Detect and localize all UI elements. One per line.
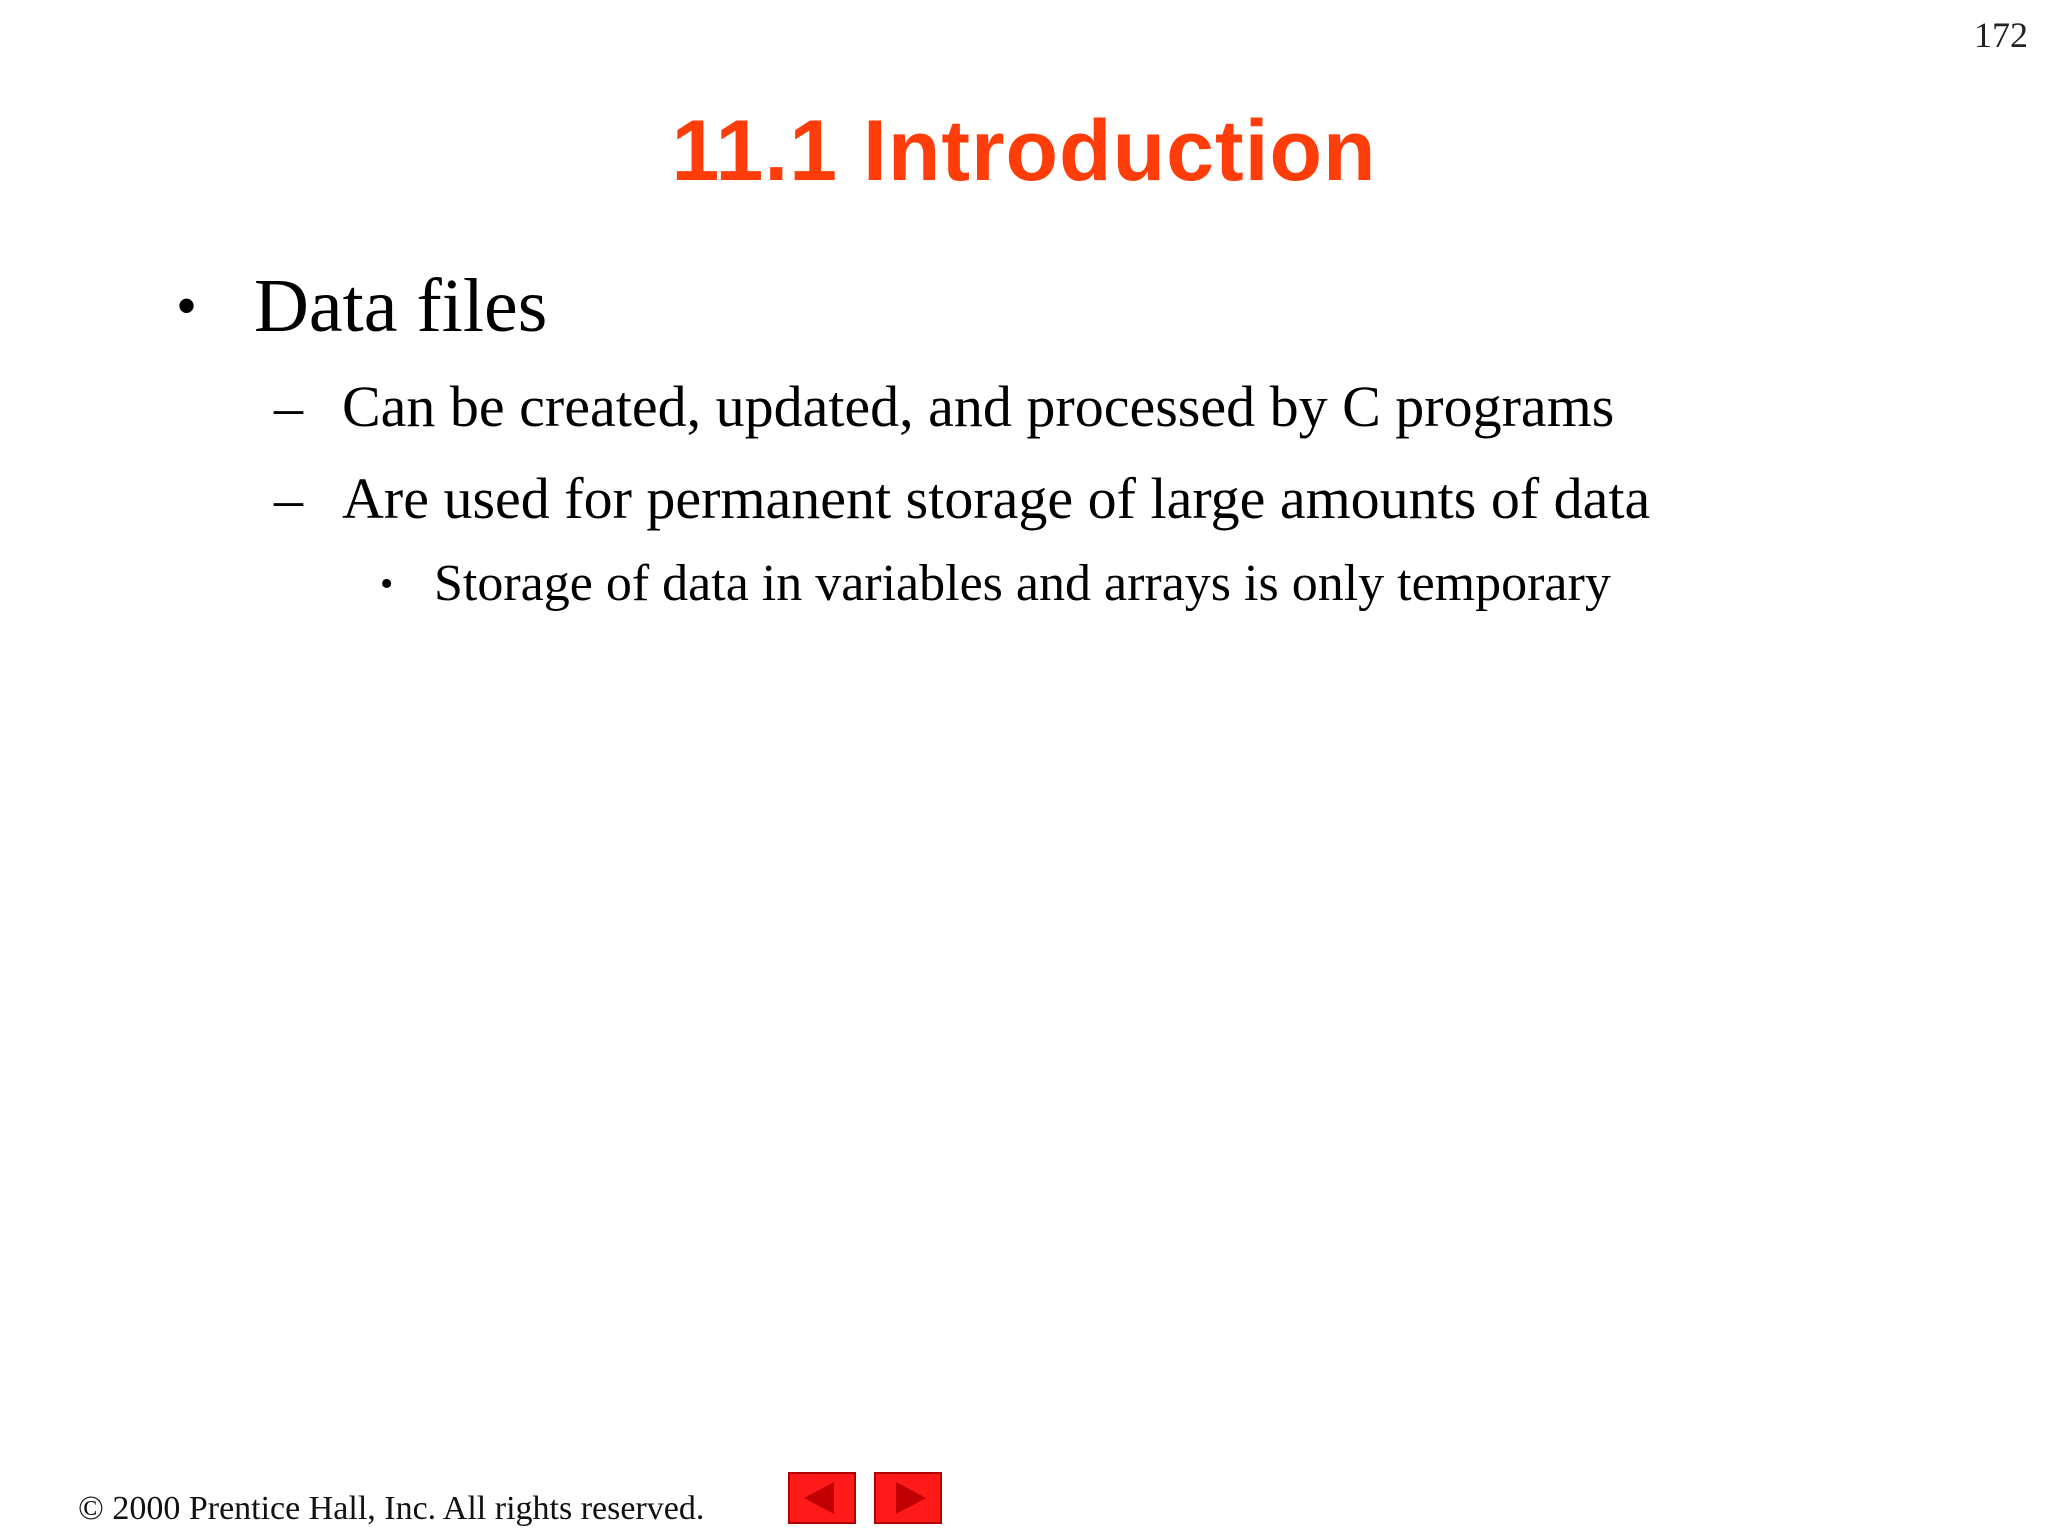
copyright-footer: © 2000 Prentice Hall, Inc. All rights reserved. <box>78 1490 705 1527</box>
bullet-glyph: • <box>380 563 394 605</box>
page-number: 172 <box>1974 15 2028 55</box>
sub-sub-bullet-text: Storage of data in variables and arrays is only temporary <box>434 555 1611 612</box>
sub-bullet-permanent <box>274 464 1650 534</box>
next-slide-button[interactable] <box>874 1472 942 1524</box>
dash-glyph: – <box>274 374 303 439</box>
bullet-data-files <box>176 262 547 350</box>
dash-glyph: – <box>274 466 303 531</box>
sub-bullet-created <box>274 372 1614 442</box>
slide-title: 11.1 Introduction <box>671 103 1377 199</box>
triangle-left-icon <box>790 1474 854 1522</box>
previous-slide-button[interactable] <box>788 1472 856 1524</box>
bullet-text: Data files <box>254 264 548 348</box>
sub-sub-bullet-temporary <box>380 552 1611 616</box>
triangle-right-icon <box>876 1474 940 1522</box>
bullet-glyph: • <box>176 273 198 339</box>
sub-bullet-text: Can be created, updated, and processed by C programs <box>342 374 1615 439</box>
sub-bullet-text: Are used for permanent storage of large amounts of data <box>342 466 1651 531</box>
